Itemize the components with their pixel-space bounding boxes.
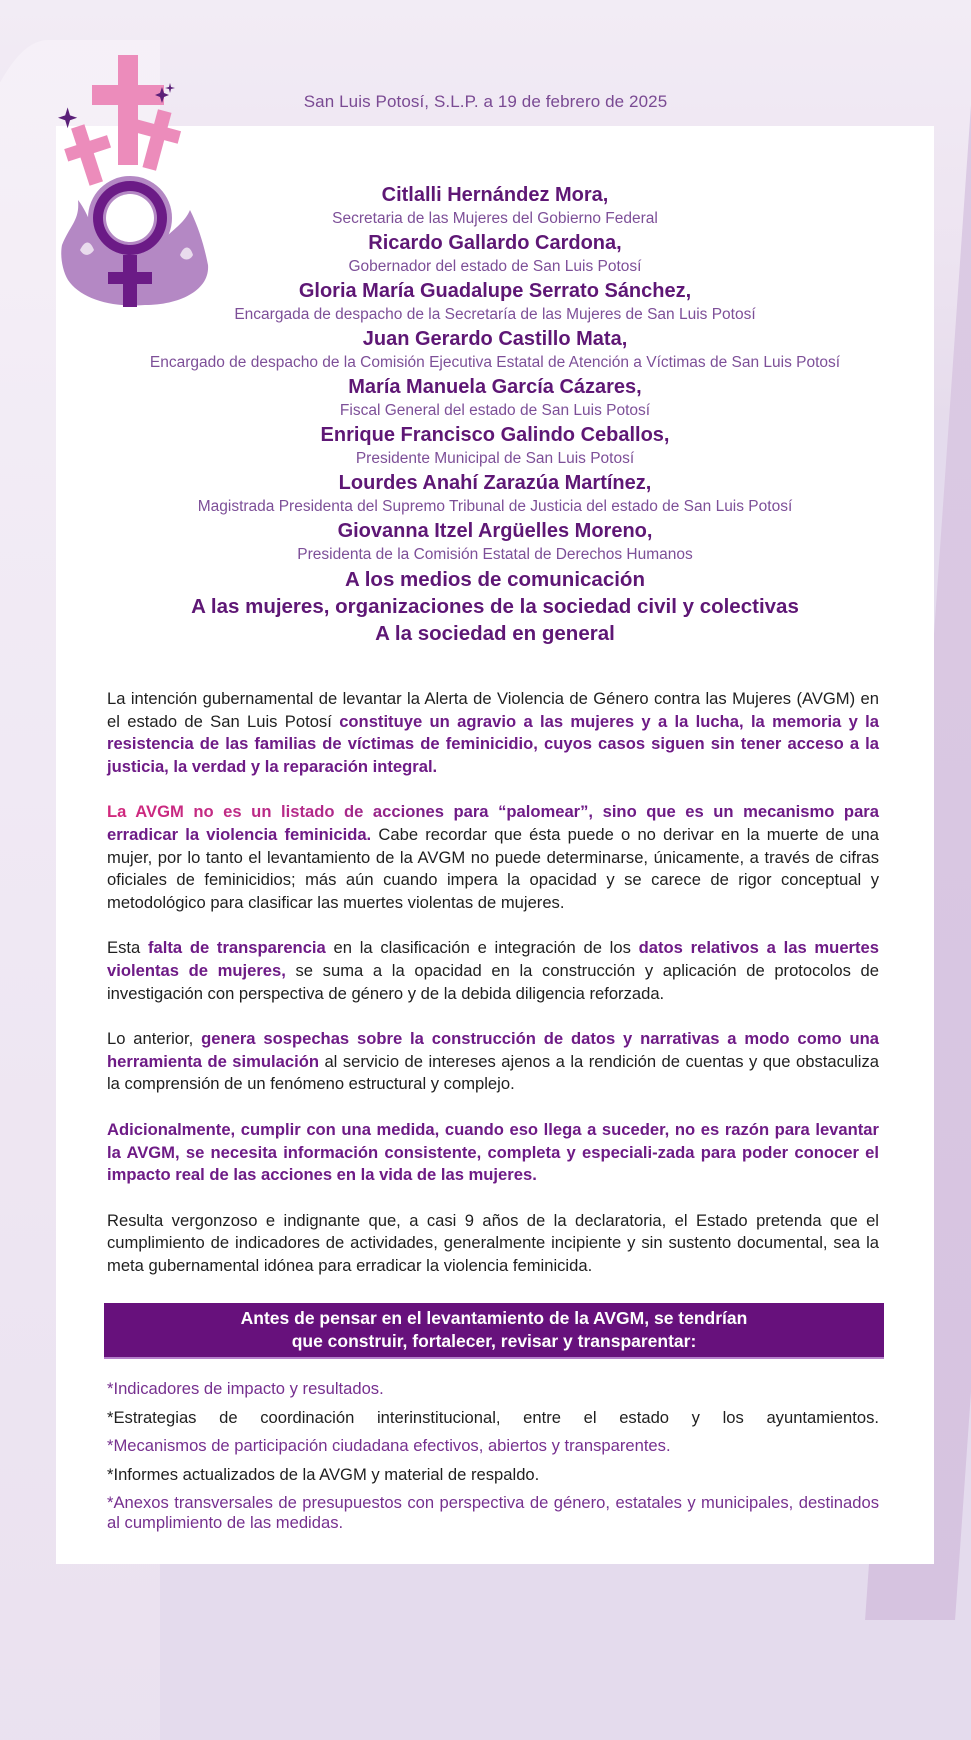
paragraph-highlight: constituye un agravio a las mujeres y a la lucha, la memoria y la resistencia de las familias de víctimas de feminicidio, cuyos casos siguen sin tener acceso a la justicia, la verdad y la reparación integral. <box>107 711 880 776</box>
paragraph-3 <box>107 937 879 1005</box>
paragraph-text: La intención gubernamental de levantar la Alerta de Violencia de Género contra las Mujeres (AVGM) en el estado de San Luis Potosí <box>107 689 879 731</box>
banner-line-2: que construir, fortalecer, revisar y transparentar: <box>291 1331 697 1351</box>
paragraph-text: Resulta vergonzoso e indignante que, a casi 9 años de la declaratoria, el Estado pretenda que el cumplimiento de indicadores de actividades, generalmente incipiente y sin sustento documental, sea la meta gubernamental idónea para erradicar la violencia feminicida. <box>107 1210 879 1275</box>
paragraph-highlight: genera sospechas sobre la construcción de datos y narrativas a modo como una herramienta de simulación <box>107 1029 879 1071</box>
list-item: *Informes actualizados de la AVGM y material de respaldo. <box>107 1464 540 1484</box>
addressee-name: Citlalli Hernández Mora, <box>381 184 609 206</box>
addressee-name: María Manuela García Cázares, <box>348 376 642 398</box>
paragraph-text: Esta <box>107 938 148 958</box>
paragraph-text: al servicio de intereses ajenos a la rendición de cuentas y que obstaculiza la comprensión de un fenómeno estructural y complejo. <box>107 1051 879 1094</box>
paragraph-5 <box>107 1119 879 1187</box>
addressee-role: Fiscal General del estado de San Luis Potosí <box>339 402 651 419</box>
addressee <box>56 278 934 326</box>
addressee-role: Secretaria de las Mujeres del Gobierno Federal <box>332 210 658 227</box>
banner-line-1: Antes de pensar en el levantamiento de la AVGM, se tendrían <box>240 1308 748 1328</box>
addressees-block <box>56 182 934 647</box>
paragraph-highlight: Adicionalmente, cumplir con una medida, cuando eso llega a suceder, no es razón para levantar la AVGM, se necesita información consistente, completa y especiali-zada para poder conocer el impacto real de las acciones en la vida de las mujeres. <box>107 1119 879 1185</box>
requirements-banner <box>104 1303 884 1359</box>
paragraph-highlight: falta de transparencia <box>147 938 326 958</box>
addressee-name: Lourdes Anahí Zarazúa Martínez, <box>338 472 652 494</box>
list-item: *Indicadores de impacto y resultados. <box>107 1379 384 1398</box>
paragraph-1 <box>107 688 879 778</box>
addressee <box>56 422 934 470</box>
addressee <box>56 470 934 518</box>
addressee <box>56 518 934 566</box>
addressee-role: Presidenta de la Comisión Estatal de Derechos Humanos <box>297 546 693 563</box>
addressee-role: Encargado de despacho de la Comisión Ejecutiva Estatal de Atención a Víctimas de San Luis Potosí <box>149 354 841 371</box>
list-item: *Anexos transversales de presupuestos con perspectiva de género, estatales y municipales, destinados al cumplimiento de las medidas. <box>107 1493 879 1532</box>
addressee-name: Ricardo Gallardo Cardona, <box>368 232 622 254</box>
paragraph-text: Cabe recordar que ésta puede o no derivar en la muerte de una mujer, por lo tanto el levantamiento de la AVGM no puede determinarse, únicamente, a través de cifras oficiales de feminicidios; más aún cuando impera la opacidad y se carece de rigor conceptual y metodológico para clasificar las muertes violentas de mujeres. <box>107 824 879 912</box>
paragraph-text: en la clasificación e integración de los <box>325 938 639 958</box>
paragraph-4 <box>107 1028 879 1096</box>
paragraph-highlight-pink: La AVGM no es un listado de acciones para “palomear”, <box>107 802 603 822</box>
list-item: *Mecanismos de participación ciudadana efectivos, abiertos y transparentes. <box>107 1436 671 1455</box>
paragraph-6 <box>107 1210 879 1278</box>
list-item: *Estrategias de coordinación interinstitucional, entre el estado y los ayuntamientos. <box>107 1407 879 1427</box>
general-addressee: A las mujeres, organizaciones de la sociedad civil y colectivas <box>191 595 799 618</box>
addressee <box>56 374 934 422</box>
general-addressee: A la sociedad en general <box>375 622 615 645</box>
addressee-name: Giovanna Itzel Argüelles Moreno, <box>337 520 653 542</box>
letter-body <box>107 688 879 1300</box>
requirements-list <box>107 1379 879 1542</box>
date-line: San Luis Potosí, S.L.P. a 19 de febrero de 2025 <box>303 92 668 111</box>
paragraph-2 <box>107 801 879 914</box>
addressee <box>56 326 934 374</box>
addressee-name: Gloria María Guadalupe Serrato Sánchez, <box>298 280 692 302</box>
paragraph-highlight: sino que es un mecanismo para erradicar la violencia feminicida. <box>107 802 879 844</box>
general-addressee: A los medios de comunicación <box>345 568 645 591</box>
addressee-role: Magistrada Presidenta del Supremo Tribunal de Justicia del estado de San Luis Potosí <box>197 498 793 515</box>
addressee-role: Presidente Municipal de San Luis Potosí <box>355 450 635 467</box>
addressee-role: Encargada de despacho de la Secretaría de las Mujeres de San Luis Potosí <box>234 306 756 323</box>
addressee-name: Juan Gerardo Castillo Mata, <box>362 328 628 350</box>
addressee-name: Enrique Francisco Galindo Ceballos, <box>320 424 670 446</box>
addressee <box>56 182 934 230</box>
addressee <box>56 230 934 278</box>
paragraph-text: Lo anterior, <box>107 1029 202 1049</box>
addressee-role: Gobernador del estado de San Luis Potosí <box>348 258 642 275</box>
paragraph-text: se suma a la opacidad en la construcción y aplicación de protocolos de investigación con perspectiva de género y de la debida diligencia reforzada. <box>107 960 879 1003</box>
paragraph-highlight: datos relativos a las muertes violentas de mujeres, <box>107 938 879 980</box>
